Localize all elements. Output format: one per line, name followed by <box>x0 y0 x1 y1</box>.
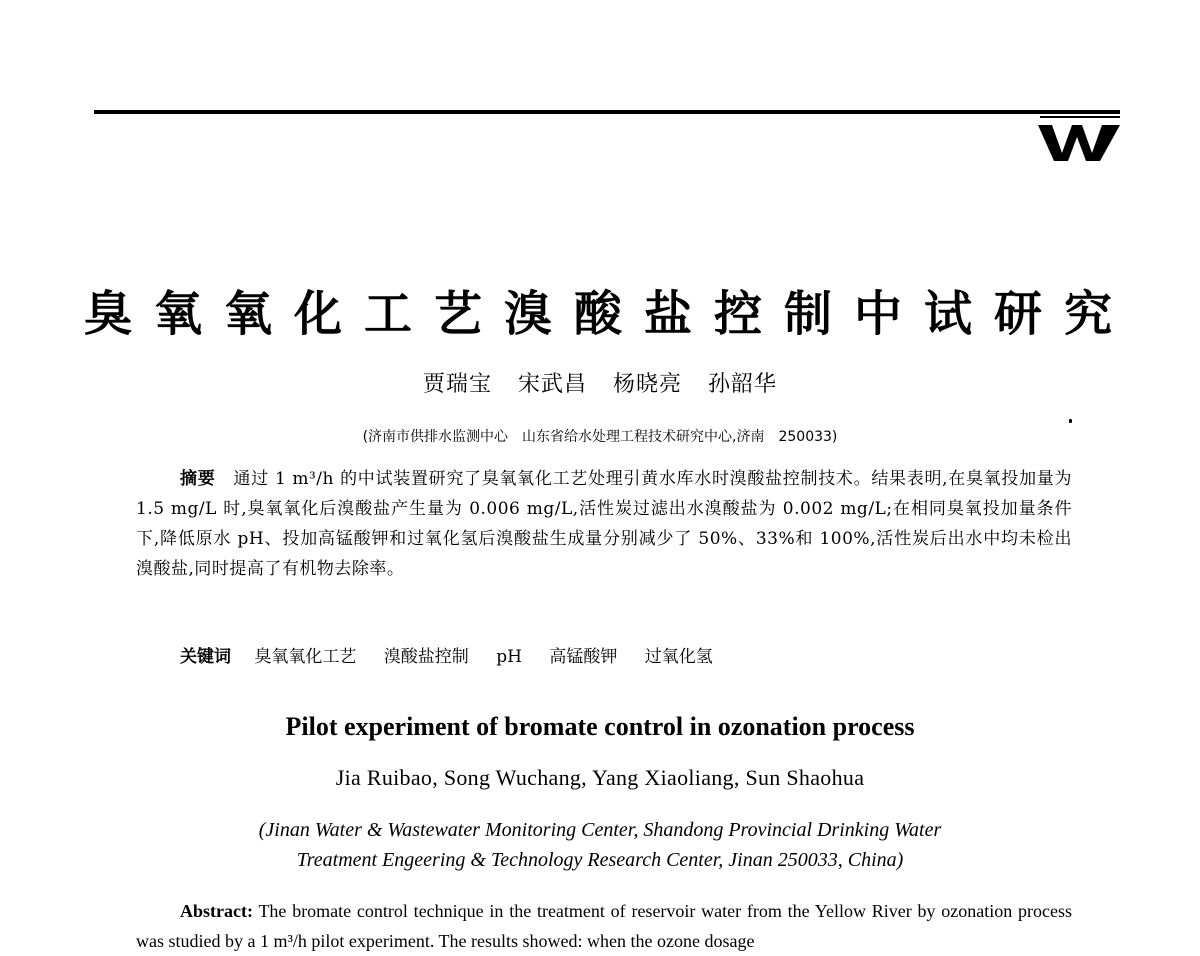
keywords-chinese <box>180 642 735 667</box>
scan-speck <box>1069 419 1072 423</box>
keyword-item: 过氧化氢 <box>644 647 713 667</box>
keyword-item: 臭氧氧化工艺 <box>254 647 357 667</box>
authors-english: Jia Ruibao, Song Wuchang, Yang Xiaoliang, Sun Shaohua <box>335 765 865 790</box>
keywords-label-chinese: 关键词 <box>180 647 231 667</box>
abstract-label-english: Abstract: <box>180 901 253 921</box>
abstract-english <box>136 896 1072 956</box>
paper-title-english: Pilot experiment of bromate control in ozonation process <box>285 712 915 741</box>
abstract-chinese <box>136 464 1072 584</box>
abstract-text-english: The bromate control technique in the treatment of reservoir water from the Yellow River by ozonation process was studied by a 1 m³/h pilot experiment. The results showed: when the ozone dosage <box>136 901 1072 951</box>
keyword-item: 高锰酸钾 <box>549 647 618 667</box>
abstract-label-chinese: 摘要 <box>180 469 216 489</box>
header-rule-secondary <box>1040 116 1120 118</box>
paper-title-chinese: 臭氧氧化工艺溴酸盐控制中试研究 <box>83 286 1134 342</box>
affiliation-english <box>0 815 1200 875</box>
header-rule <box>94 110 1120 114</box>
keyword-item: 溴酸盐控制 <box>383 647 469 667</box>
abstract-text-chinese: 通过 1 m³/h 的中试装置研究了臭氧氧化工艺处理引黄水库水时溴酸盐控制技术。结果表明,在臭氧投加量为 1.5 mg/L 时,臭氧氧化后溴酸盐产生量为 0.006 mg/L,活性炭过滤出水溴酸盐为 0.002 mg/L;在相同臭氧投加量条件下,降低原水 pH、投加高锰酸钾和过氧化氢后溴酸盐生成量分别减少了 50%、33%和 100%,活性炭后出水中均未检出溴酸盐,同时提高了有机物去除率。 <box>136 469 1073 579</box>
authors-chinese: 贾瑞宝 宋武昌 杨晓亮 孙韶华 <box>423 372 777 397</box>
affiliation-english-line: (Jinan Water & Wastewater Monitoring Center, Shandong Provincial Drinking Water <box>258 819 942 841</box>
journal-w-logo-icon <box>1038 123 1120 163</box>
affiliation-english-line: Treatment Engeering & Technology Research Center, Jinan 250033, China) <box>296 849 904 871</box>
keyword-item: pH <box>496 647 522 667</box>
affiliation-chinese: (济南市供排水监测中心 山东省给水处理工程技术研究中心,济南 250033) <box>362 429 838 445</box>
